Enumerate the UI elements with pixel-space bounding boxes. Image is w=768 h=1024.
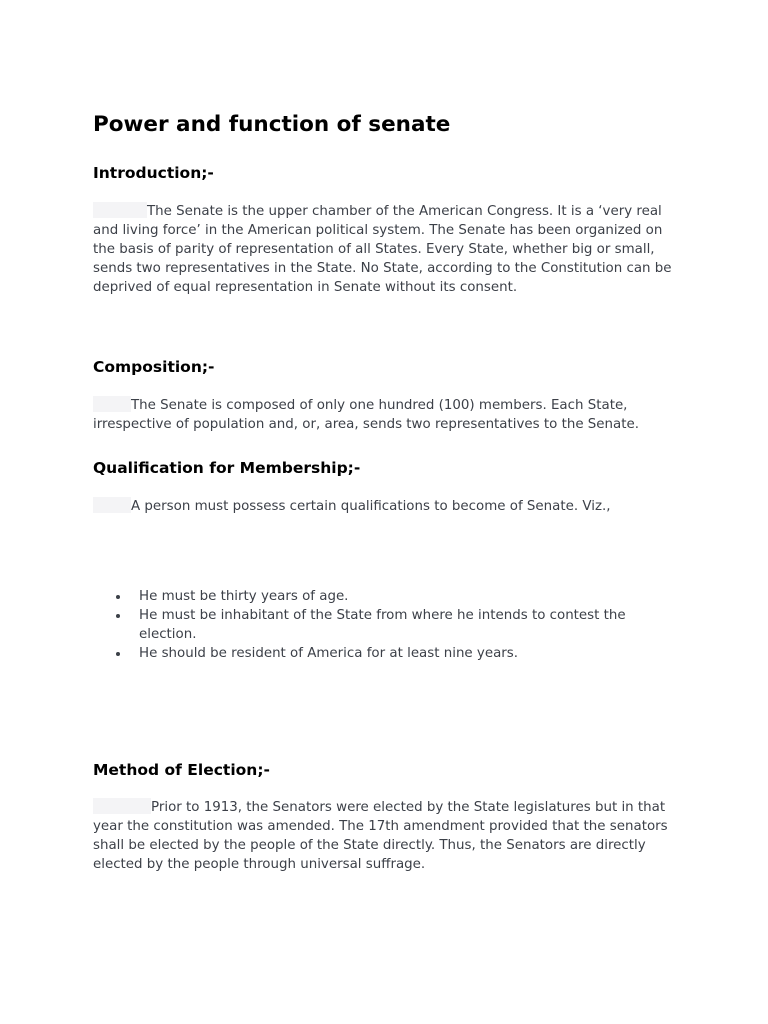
qualification-heading: Qualification for Membership;-	[93, 459, 361, 477]
bullet-icon	[116, 595, 120, 599]
list-item-text: He must be thirty years of age.	[139, 589, 349, 604]
composition-paragraph	[93, 396, 683, 434]
list-item-text: He must be inhabitant of the State from where he intends to contest the election.	[139, 608, 626, 642]
election-heading: Method of Election;-	[93, 761, 270, 779]
qualification-paragraph	[93, 497, 683, 516]
bullet-icon	[116, 652, 120, 656]
introduction-heading: Introduction;-	[93, 164, 214, 182]
qualification-text: A person must possess certain qualifications to become of Senate. Viz.,	[131, 499, 611, 514]
qualification-list	[93, 587, 683, 663]
document-title: Power and function of senate	[93, 112, 451, 137]
election-paragraph	[93, 798, 683, 874]
paragraph-indent	[93, 798, 151, 814]
list-item	[93, 644, 683, 663]
composition-text: The Senate is composed of only one hundred (100) members. Each State, irrespective of population and, or, area, sends two representatives to the Senate.	[93, 398, 639, 432]
list-item	[93, 587, 683, 606]
election-text: Prior to 1913, the Senators were elected by the State legislatures but in that year the constitution was amended. The 17th amendment provided that the senators shall be elected by the people of the State directly. Thus, the Senators are directly elected by the people through universal suffrage.	[93, 800, 668, 872]
paragraph-indent	[93, 202, 147, 218]
composition-heading: Composition;-	[93, 358, 215, 376]
introduction-paragraph	[93, 202, 683, 297]
bullet-icon	[116, 614, 120, 618]
paragraph-indent	[93, 497, 131, 513]
introduction-text: The Senate is the upper chamber of the American Congress. It is a ‘very real and living force’ in the American political system. The Senate has been organized on the basis of parity of representation of all States. Every State, whether big or small, sends two representatives in the State. No State, according to the Constitution can be deprived of equal representation in Senate without its consent.	[93, 204, 672, 295]
paragraph-indent	[93, 396, 131, 412]
list-item	[93, 606, 683, 644]
list-item-text: He should be resident of America for at least nine years.	[139, 646, 519, 661]
